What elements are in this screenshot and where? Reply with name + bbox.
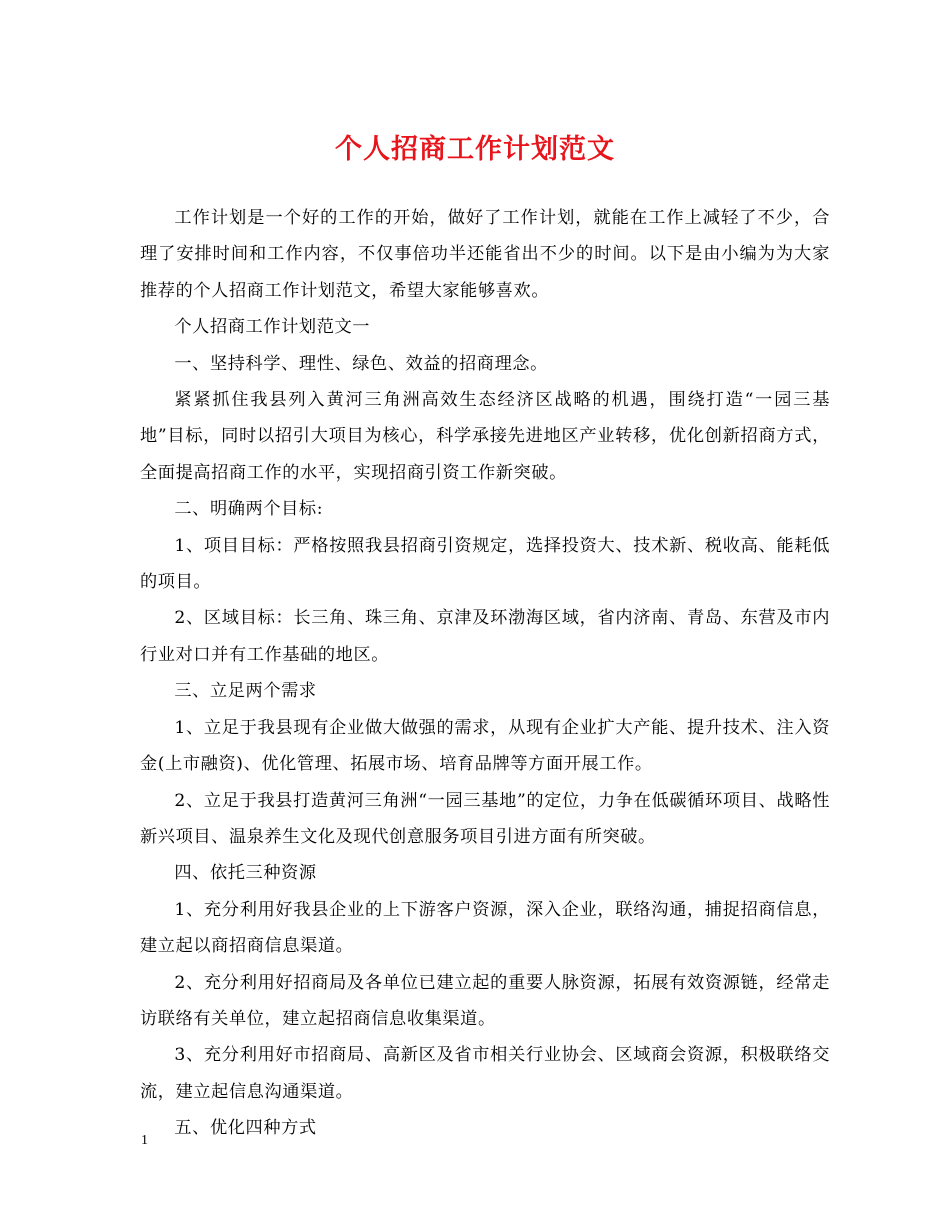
section-heading-plan-one: 个人招商工作计划范文一 <box>174 317 371 338</box>
paragraph: 1、立足于我县现有企业做大做强的需求，从现有企业扩大产能、提升技术、注入资金(上市融资)、优化管理、拓展市场、培育品牌等方面开展工作。 <box>140 717 830 775</box>
document-title: 个人招商工作计划范文 <box>335 134 615 165</box>
section-heading-3: 三、立足两个需求 <box>174 681 317 702</box>
section-heading-1: 一、坚持科学、理性、绿色、效益的招商理念。 <box>174 353 548 374</box>
paragraph: 2、立足于我县打造黄河三角洲“一园三基地”的定位，力争在低碳循环项目、战略性新兴项目、温泉养生文化及现代创意服务项目引进方面有所突破。 <box>140 790 830 847</box>
paragraph-intro: 工作计划是一个好的工作的开始，做好了工作计划，就能在工作上减轻了不少，合理了安排时间和工作内容，不仅事倍功半还能省出不少的时间。以下是由小编为为大家推荐的个人招商工作计划范文，希望大家能够喜欢。 <box>140 208 830 301</box>
section-heading-5: 五、优化四种方式 <box>174 1118 317 1139</box>
section-heading-4: 四、依托三种资源 <box>174 863 317 884</box>
paragraph: 3、充分利用好市招商局、高新区及省市相关行业协会、区域商会资源，积极联络交流，建立起信息沟通渠道。 <box>140 1045 830 1102</box>
paragraph: 紧紧抓住我县列入黄河三角洲高效生态经济区战略的机遇，围绕打造“一园三基地”目标，同时以招引大项目为核心，科学承接先进地区产业转移，优化创新招商方式，全面提高招商工作的水平，实现招商引资工作新突破。 <box>140 390 830 483</box>
paragraph: 1、项目目标：严格按照我县招商引资规定，选择投资大、技术新、税收高、能耗低的项目。 <box>140 535 830 593</box>
paragraph: 2、区域目标：长三角、珠三角、京津及环渤海区域，省内济南、青岛、东营及市内行业对口并有工作基础的地区。 <box>140 608 830 665</box>
paragraph: 2、充分利用好招商局及各单位已建立起的重要人脉资源，拓展有效资源链，经常走访联络有关单位，建立起招商信息收集渠道。 <box>140 972 830 1029</box>
section-heading-2: 二、明确两个目标: <box>174 499 324 520</box>
document-body <box>140 200 830 1147</box>
paragraph: 1、充分利用好我县企业的上下游客户资源，深入企业，联络沟通，捕捉招商信息，建立起以商招商信息渠道。 <box>140 899 830 957</box>
page-number: 1 <box>141 1133 148 1148</box>
